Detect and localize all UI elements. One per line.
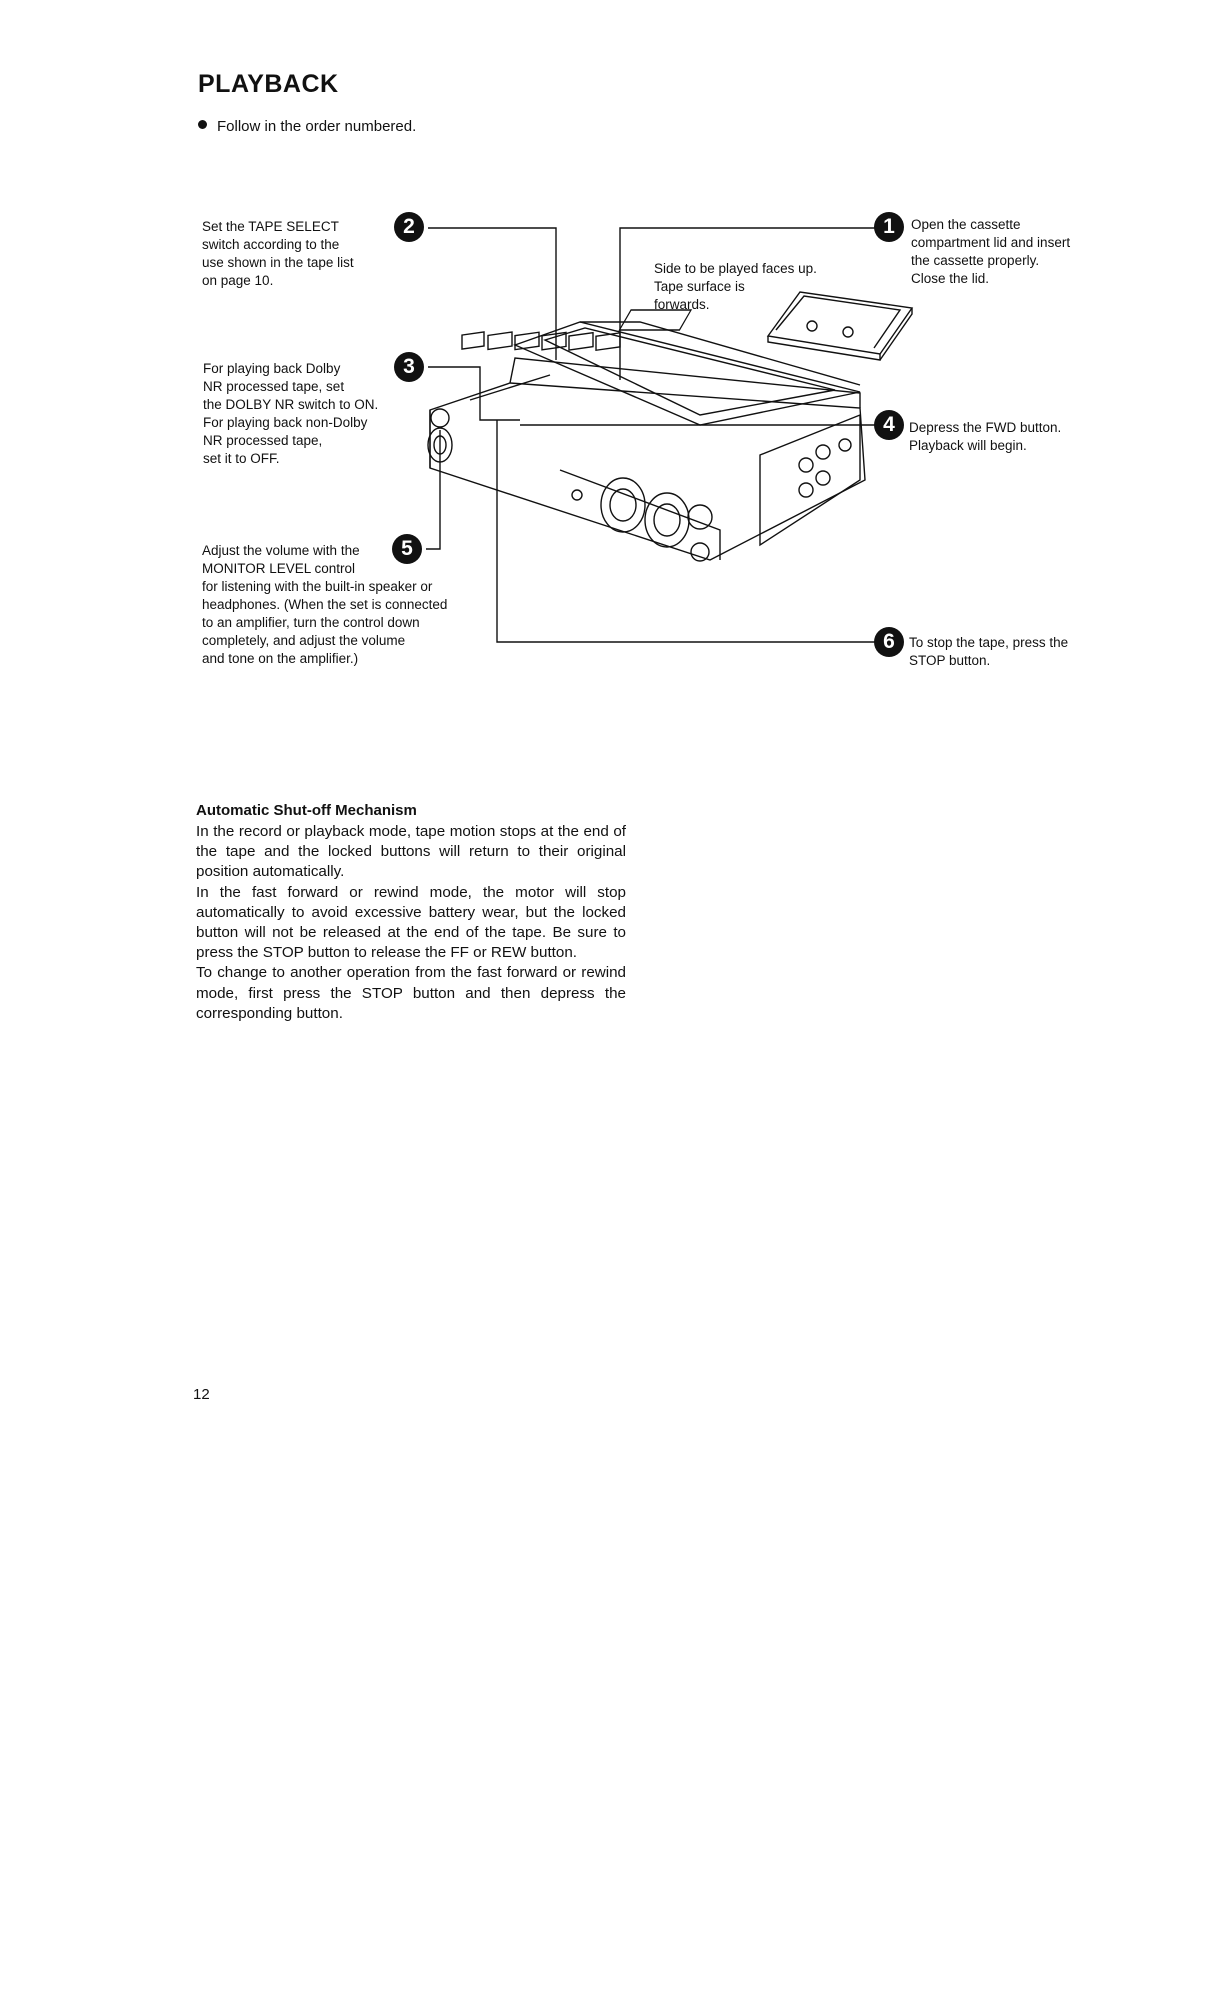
- paragraph: In the fast forward or rewind mode, the motor will stop automatically to avoid excessive battery wear, but the locked button will not be released at the end of the tape. Be sure to press the STOP button to release the FF or REW button.: [196, 883, 626, 962]
- step-4-caption: Depress the FWD button. Playback will begin.: [909, 420, 1062, 453]
- page-number: 12: [193, 1386, 210, 1403]
- step-5-caption: Adjust the volume with the MONITOR LEVEL control for listening with the built-in speaker or headphones. (When the set is connected to an amplifier, turn the control down completely, and adjust the volume and tone on the amplifier.): [202, 543, 448, 666]
- cassette-orientation-note: Side to be played faces up. Tape surface is forwards.: [654, 261, 817, 312]
- section-heading: Automatic Shut-off Mechanism: [196, 802, 417, 819]
- leader-line-3: [428, 367, 520, 420]
- leader-line-2: [428, 228, 556, 360]
- step-4-marker: 4: [874, 410, 904, 440]
- step-6-caption: To stop the tape, press the STOP button.: [909, 635, 1069, 668]
- instruction-text: Follow in the order numbered.: [217, 118, 417, 135]
- leader-line-6: [497, 420, 880, 642]
- cassette-deck-diagram: [0, 0, 1227, 720]
- step-5-marker: 5: [392, 534, 422, 564]
- step-3-marker: 3: [394, 352, 424, 382]
- paragraph: To change to another operation from the fast forward or rewind mode, first press the STOP button and then depress the corresponding button.: [196, 964, 626, 1022]
- step-6-marker: 6: [874, 627, 904, 657]
- paragraph: In the record or playback mode, tape motion stops at the end of the tape and the locked buttons will return to their original position automatically.: [196, 823, 626, 881]
- step-1-marker: 1: [874, 212, 904, 242]
- cassette-deck-drawing: [428, 322, 865, 561]
- step-1-caption: Open the cassette compartment lid and insert the cassette properly. Close the lid.: [911, 217, 1071, 286]
- page-title: PLAYBACK: [198, 70, 339, 98]
- step-3-caption: For playing back Dolby NR processed tape, set the DOLBY NR switch to ON. For playing back non-Dolby NR processed tape, set it to OFF.: [203, 361, 379, 466]
- step-2-marker: 2: [394, 212, 424, 242]
- step-2-caption: Set the TAPE SELECT switch according to the use shown in the tape list on page 10.: [202, 219, 354, 288]
- section-body: [196, 822, 626, 1024]
